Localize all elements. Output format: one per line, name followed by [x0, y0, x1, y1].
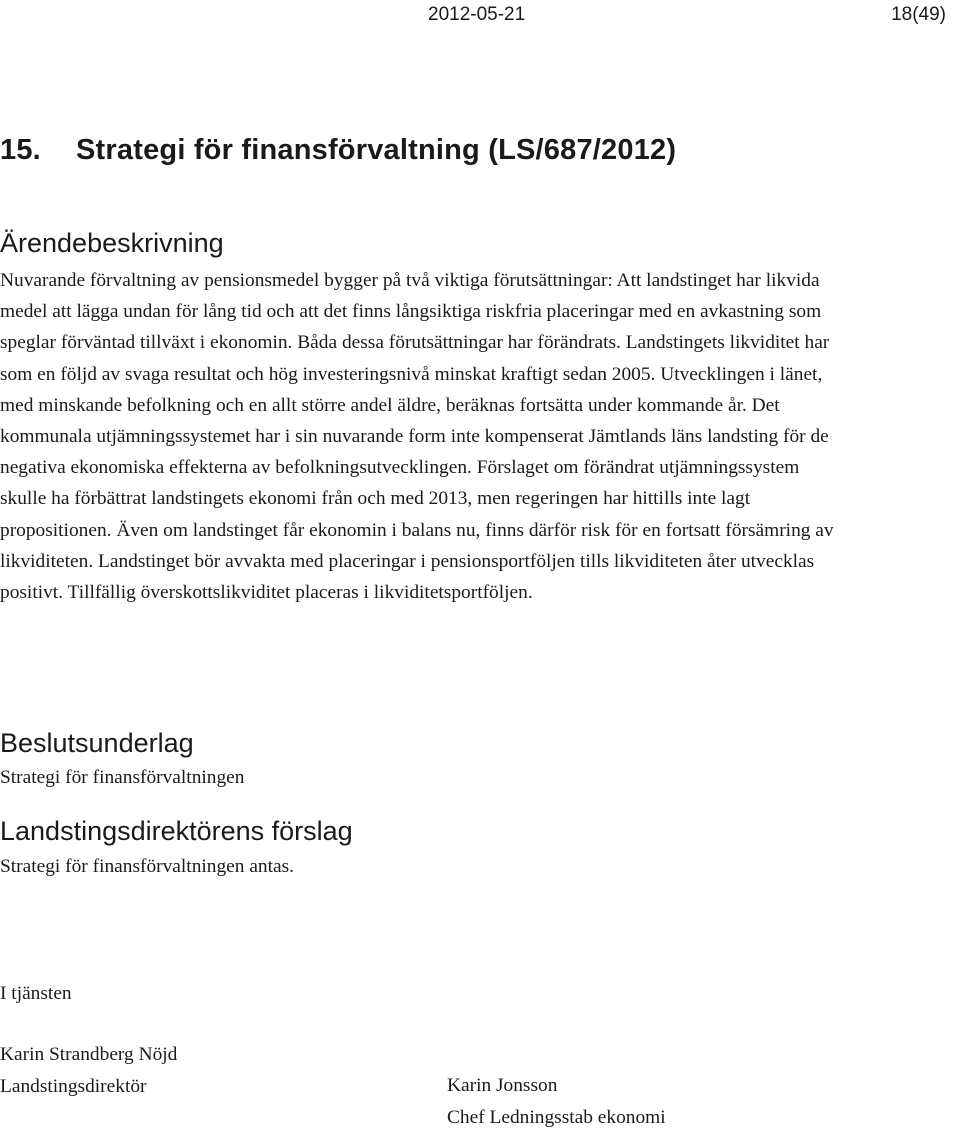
item-number: 15. [0, 134, 41, 166]
item-title-text: Strategi för finansförvaltning (LS/687/2012) [76, 134, 677, 166]
i-tjansten: I tjänsten [0, 983, 72, 1004]
header-date: 2012-05-21 [428, 4, 526, 25]
signature-right-name: Karin Jonsson [447, 1075, 558, 1096]
signature-left [0, 1039, 177, 1102]
arendebeskrivning-text: Nuvarande förvaltning av pensionsmedel bygger på två viktiga förutsättningar: Att landstinget har likvida medel att lägga undan för lång tid och att det finns långsiktiga riskfria placeringar med en avkastning som speglar förväntad tillväxt i ekonomin. Båda dessa förutsättningar har förändrats. Landstingets likviditet har som en följd av svaga resultat och hög investeringsnivå minskat kraftigt sedan 2005. Utvecklingen i länet, med minskande befolkning och en allt större andel äldre, beräknas fortsätta under kommande år. Det kommunala utjämningssystemet har i sin nuvarande form inte kompenserat Jämtlands läns landsting för de negativa ekonomiska effekterna av befolkningsutvecklingen. Förslaget om förändrat utjämningssystem skulle ha förbättrat landstingets ekonomi från och med 2013, men regeringen har hittills inte lagt propositionen. Även om landstinget får ekonomin i balans nu, finns därför risk för en fortsatt försämring av likviditeten. Landstinget bör avvakta med placeringar i pensionsportföljen tills likviditeten åter utvecklas positivt. Tillfällig överskottslikviditet placeras i likviditetsportföljen. [0, 270, 834, 604]
header-page-number: 18(49) [891, 4, 946, 25]
heading-forslag: Landstingsdirektörens förslag [0, 816, 353, 846]
heading-beslutsunderlag: Beslutsunderlag [0, 728, 194, 758]
item-title [0, 134, 676, 167]
heading-arendebeskrivning: Ärendebeskrivning [0, 228, 224, 258]
forslag-text: Strategi för finansförvaltningen antas. [0, 856, 295, 877]
signature-right [447, 1070, 666, 1133]
signature-right-role: Chef Ledningsstab ekonomi [447, 1106, 666, 1128]
signature-left-name: Karin Strandberg Nöjd [0, 1044, 178, 1065]
signature-left-role: Landstingsdirektör [0, 1075, 147, 1097]
beslutsunderlag-text: Strategi för finansförvaltningen [0, 767, 245, 788]
